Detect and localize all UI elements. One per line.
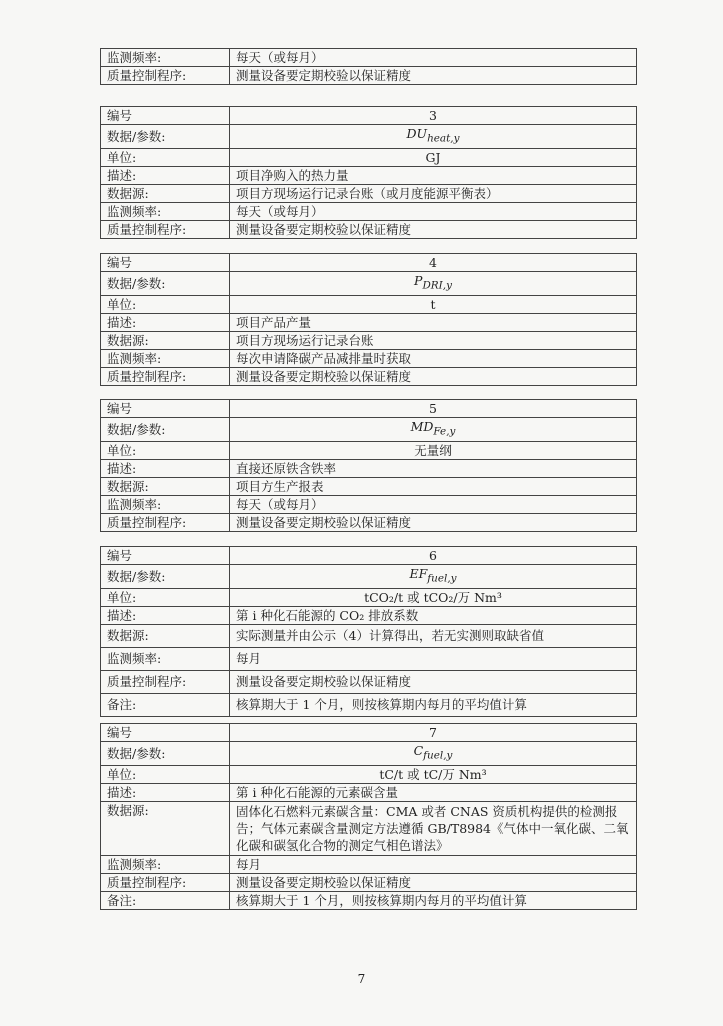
row-label: 单位: xyxy=(101,148,230,166)
param-table-5 xyxy=(100,399,637,532)
table-row xyxy=(101,367,637,385)
param-unit: GJ xyxy=(230,148,637,166)
param-unit: tCO₂/t 或 tCO₂/万 Nm³ xyxy=(230,588,637,606)
row-label: 描述: xyxy=(101,606,230,624)
symbol-subscript: heat,y xyxy=(427,132,460,145)
row-value: 每天（或每月） xyxy=(230,202,637,220)
table-row xyxy=(101,513,637,531)
param-unit: tC/t 或 tC/万 Nm³ xyxy=(230,765,637,783)
table-row xyxy=(101,565,637,589)
row-label: 监测频率: xyxy=(101,202,230,220)
row-label: 数据/参数: xyxy=(101,742,230,766)
table-row xyxy=(101,148,637,166)
param-unit: t xyxy=(230,295,637,313)
row-label: 质量控制程序: xyxy=(101,513,230,531)
symbol-main: DU xyxy=(406,126,428,141)
param-number: 7 xyxy=(230,724,637,742)
row-value: 项目方现场运行记录台账（或月度能源平衡表） xyxy=(230,184,637,202)
param-symbol xyxy=(230,272,637,296)
param-table-3 xyxy=(100,106,637,239)
table-row xyxy=(101,765,637,783)
param-symbol xyxy=(230,565,637,589)
param-number: 3 xyxy=(230,107,637,125)
table-row xyxy=(101,801,637,855)
table-row xyxy=(101,547,637,565)
row-label: 编号 xyxy=(101,400,230,418)
row-value: 第 i 种化石能源的 CO₂ 排放系数 xyxy=(230,606,637,624)
row-label: 数据/参数: xyxy=(101,125,230,149)
table-row xyxy=(101,873,637,891)
table-row xyxy=(101,441,637,459)
row-label: 备注: xyxy=(101,891,230,909)
row-value: 项目产品产量 xyxy=(230,313,637,331)
param-number: 6 xyxy=(230,547,637,565)
row-label: 数据/参数: xyxy=(101,418,230,442)
table-row xyxy=(101,693,637,716)
row-label: 数据源: xyxy=(101,477,230,495)
table-row xyxy=(101,670,637,693)
param-symbol xyxy=(230,418,637,442)
row-label: 监测频率: xyxy=(101,349,230,367)
param-table-4 xyxy=(100,253,637,386)
row-value: 第 i 种化石能源的元素碳含量 xyxy=(230,783,637,801)
row-value: 每月 xyxy=(230,647,637,670)
symbol-main: P xyxy=(414,273,423,288)
symbol-subscript: DRI,y xyxy=(422,279,452,292)
param-table-7 xyxy=(100,723,637,910)
row-label: 监测频率: xyxy=(101,49,230,67)
page-number: 7 xyxy=(357,972,366,986)
row-value: 测量设备要定期校验以保证精度 xyxy=(230,873,637,891)
row-label: 质量控制程序: xyxy=(101,873,230,891)
row-value: 测量设备要定期校验以保证精度 xyxy=(230,513,637,531)
table-row xyxy=(101,67,637,85)
table-row xyxy=(101,202,637,220)
table-row xyxy=(101,724,637,742)
table-row xyxy=(101,495,637,513)
row-value: 测量设备要定期校验以保证精度 xyxy=(230,220,637,238)
table-row xyxy=(101,891,637,909)
symbol-main: C xyxy=(413,743,424,758)
row-label: 单位: xyxy=(101,441,230,459)
row-label: 数据源: xyxy=(101,624,230,647)
symbol-main: EF xyxy=(409,566,428,581)
row-label: 质量控制程序: xyxy=(101,220,230,238)
row-value: 核算期大于 1 个月，则按核算期内每月的平均值计算 xyxy=(230,891,637,909)
row-label: 数据源: xyxy=(101,801,230,855)
row-value: 项目净购入的热力量 xyxy=(230,166,637,184)
row-label: 单位: xyxy=(101,295,230,313)
table-row xyxy=(101,742,637,766)
row-label: 数据源: xyxy=(101,331,230,349)
table-row xyxy=(101,166,637,184)
row-label: 数据/参数: xyxy=(101,272,230,296)
table-row xyxy=(101,349,637,367)
table-row xyxy=(101,400,637,418)
table-row xyxy=(101,588,637,606)
table-row xyxy=(101,313,637,331)
row-value: 核算期大于 1 个月，则按核算期内每月的平均值计算 xyxy=(230,693,637,716)
table-row xyxy=(101,254,637,272)
row-label: 数据源: xyxy=(101,184,230,202)
row-value: 项目方现场运行记录台账 xyxy=(230,331,637,349)
row-label: 描述: xyxy=(101,166,230,184)
row-label: 质量控制程序: xyxy=(101,67,230,85)
row-label: 质量控制程序: xyxy=(101,367,230,385)
row-value: 固体化石燃料元素碳含量：CMA 或者 CNAS 资质机构提供的检测报告；气体元素碳含量测定方法遵循 GB/T8984《气体中一氧化碳、二氧化碳和碳氢化合物的测定气相色谱法》 xyxy=(230,801,637,855)
row-value: 每次申请降碳产品减排量时获取 xyxy=(230,349,637,367)
row-label: 编号 xyxy=(101,107,230,125)
table-row xyxy=(101,855,637,873)
row-label: 描述: xyxy=(101,459,230,477)
row-value: 每天（或每月） xyxy=(230,495,637,513)
table-row xyxy=(101,647,637,670)
table-row xyxy=(101,418,637,442)
table-row xyxy=(101,477,637,495)
table-row xyxy=(101,272,637,296)
table-row xyxy=(101,184,637,202)
param-number: 4 xyxy=(230,254,637,272)
table-row xyxy=(101,125,637,149)
row-value: 直接还原铁含铁率 xyxy=(230,459,637,477)
symbol-subscript: fuel,y xyxy=(423,749,453,762)
table-row xyxy=(101,783,637,801)
symbol-subscript: fuel,y xyxy=(427,572,457,585)
row-label: 备注: xyxy=(101,693,230,716)
symbol-subscript: Fe,y xyxy=(433,425,456,438)
row-label: 单位: xyxy=(101,588,230,606)
table-row xyxy=(101,331,637,349)
table-row xyxy=(101,624,637,647)
param-number: 5 xyxy=(230,400,637,418)
row-label: 描述: xyxy=(101,313,230,331)
table-row xyxy=(101,220,637,238)
param-unit: 无量纲 xyxy=(230,441,637,459)
row-label: 监测频率: xyxy=(101,647,230,670)
table-row xyxy=(101,295,637,313)
row-value: 项目方生产报表 xyxy=(230,477,637,495)
param-table-6 xyxy=(100,546,637,717)
row-value: 测量设备要定期校验以保证精度 xyxy=(230,367,637,385)
row-label: 编号 xyxy=(101,547,230,565)
row-value: 实际测量并由公示（4）计算得出，若无实测则取缺省值 xyxy=(230,624,637,647)
param-table-continued xyxy=(100,48,637,85)
table-row xyxy=(101,606,637,624)
row-value: 测量设备要定期校验以保证精度 xyxy=(230,67,637,85)
row-label: 质量控制程序: xyxy=(101,670,230,693)
table-row xyxy=(101,49,637,67)
table-row xyxy=(101,107,637,125)
row-label: 单位: xyxy=(101,765,230,783)
row-label: 描述: xyxy=(101,783,230,801)
symbol-main: MD xyxy=(410,419,434,434)
row-label: 编号 xyxy=(101,724,230,742)
row-value: 测量设备要定期校验以保证精度 xyxy=(230,670,637,693)
param-symbol xyxy=(230,125,637,149)
row-value: 每天（或每月） xyxy=(230,49,637,67)
row-value: 每月 xyxy=(230,855,637,873)
table-row xyxy=(101,459,637,477)
row-label: 编号 xyxy=(101,254,230,272)
param-symbol xyxy=(230,742,637,766)
row-label: 监测频率: xyxy=(101,495,230,513)
row-label: 监测频率: xyxy=(101,855,230,873)
row-label: 数据/参数: xyxy=(101,565,230,589)
